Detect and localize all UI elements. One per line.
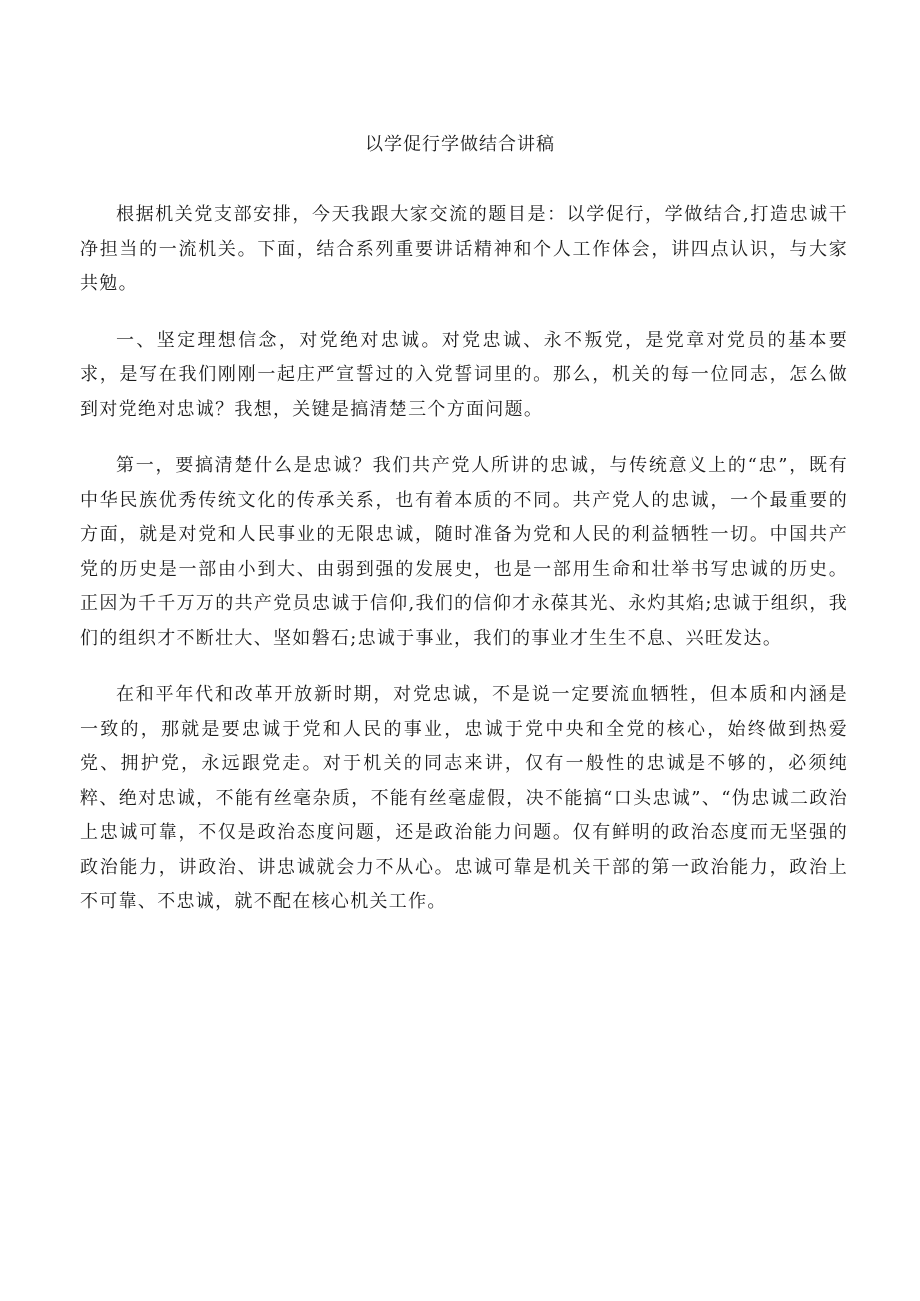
paragraph-intro: 根据机关党支部安排，今天我跟大家交流的题目是：以学促行，学做结合,打造忠诚干净担当的一流机关。下面，结合系列重要讲话精神和个人工作体会，讲四点认识，与大家共勉。 — [80, 204, 848, 294]
document-body — [80, 198, 848, 942]
paragraph-section-one: 一、坚定理想信念，对党绝对忠诚。对党忠诚、永不叛党，是党章对党员的基本要求，是写在我们刚刚一起庄严宣誓过的入党誓词里的。那么，机关的每一位同志，怎么做到对党绝对忠诚？我想，关键是搞清楚三个方面问题。 — [80, 329, 848, 420]
paragraph-peacetime: 在和平年代和改革开放新时期，对党忠诚，不是说一定要流血牺牲，但本质和内涵是一致的，那就是要忠诚于党和人民的事业，忠诚于党中央和全党的核心，始终做到热爱党、拥护党，永远跟党走。对于机关的同志来讲，仅有一般性的忠诚是不够的，必须纯粹、绝对忠诚，不能有丝毫杂质，不能有丝毫虚假，决不能搞“口头忠诚”、“伪忠诚二政治上忠诚可靠，不仅是政治态度问题，还是政治能力问题。仅有鲜明的政治态度而无坚强的政治能力，讲政治、讲忠诚就会力不从心。忠诚可靠是机关干部的第一政治能力，政治上不可靠、不忠诚，就不配在核心机关工作。 — [80, 684, 848, 912]
document-title: 以学促行学做结合讲稿 — [365, 134, 555, 155]
paragraph-first-point: 第一，要搞清楚什么是忠诚？我们共产党人所讲的忠诚，与传统意义上的“忠”，既有中华民族优秀传统文化的传承关系，也有着本质的不同。共产党人的忠诚，一个最重要的方面，就是对党和人民事业的无限忠诚，随时准备为党和人民的利益牺牲一切。中国共产党的历史是一部由小到大、由弱到强的发展史，也是一部用生命和壮举书写忠诚的历史。正因为千千万万的共产党员忠诚于信仰,我们的信仰才永葆其光、永灼其焰;忠诚于组织，我们的组织才不断壮大、坚如磐石;忠诚于事业，我们的事业才生生不息、兴旺发达。 — [80, 455, 848, 649]
